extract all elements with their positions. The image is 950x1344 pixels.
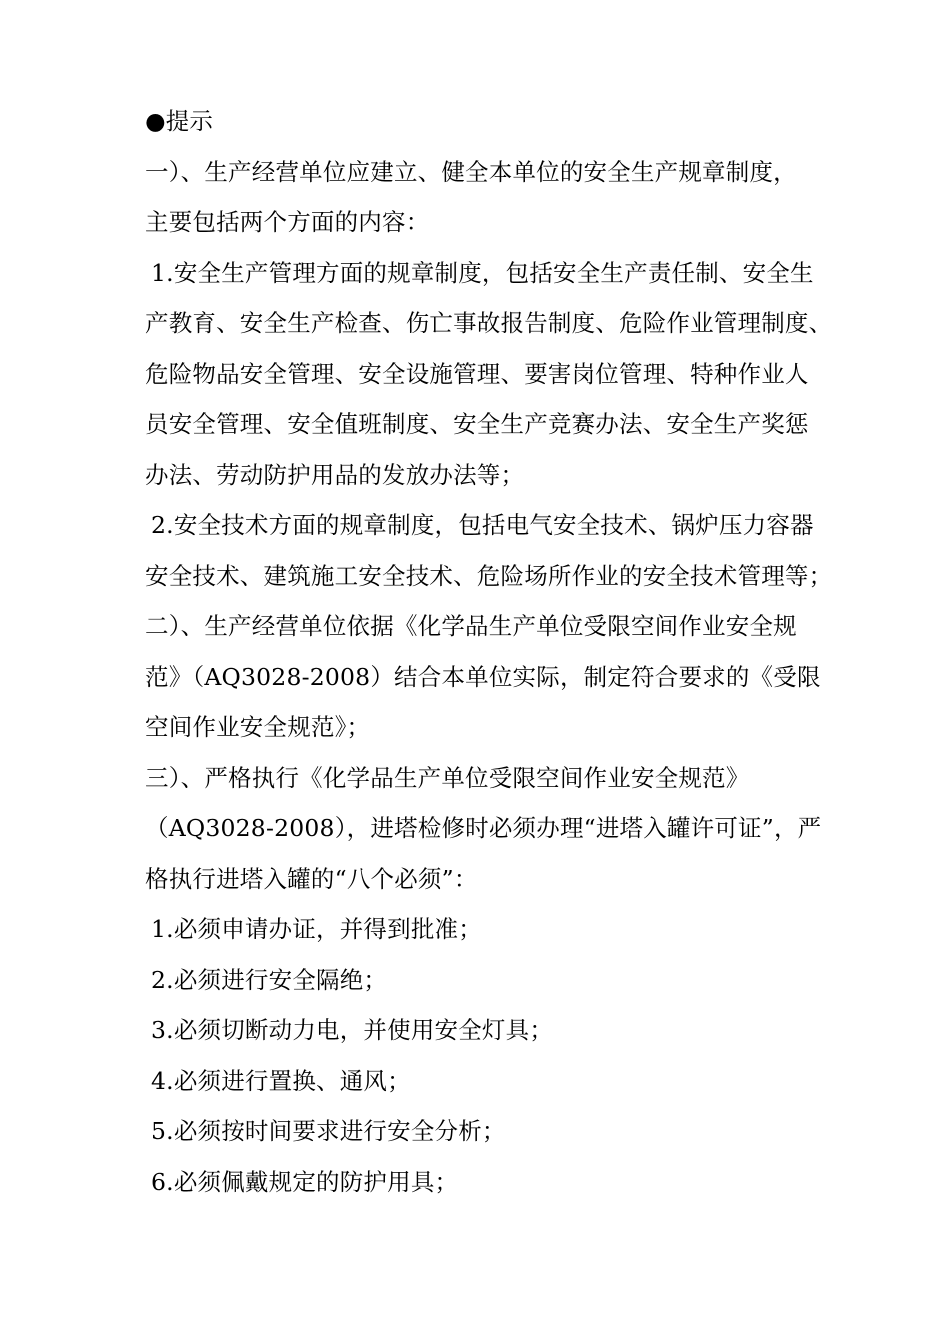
paragraph-line: 主要包括两个方面的内容： (145, 208, 430, 236)
paragraph-line: （AQ3028-2008），进塔检修时必须办理“进塔入罐许可证”，严 (145, 814, 822, 842)
paragraph-line: 空间作业安全规范》； (145, 713, 371, 741)
paragraph-line: 范》（AQ3028-2008）结合本单位实际，制定符合要求的《受限 (145, 662, 821, 691)
paragraph-line: 产教育、安全生产检查、伤亡事故报告制度、危险作业管理制度、 (145, 309, 833, 337)
list-item: 2.必须进行安全隔绝； (151, 965, 388, 994)
list-item: 6.必须佩戴规定的防护用具； (151, 1167, 459, 1196)
paragraph-line: 员安全管理、安全值班制度、安全生产竞赛办法、安全生产奖惩 (145, 410, 809, 438)
list-item: 1.安全生产管理方面的规章制度，包括安全生产责任制、安全生 (151, 258, 814, 287)
paragraph-line: 三）、严格执行《化学品生产单位受限空间作业安全规范》 (145, 763, 750, 792)
paragraph-line: 一）、生产经营单位应建立、健全本单位的安全生产规章制度， (145, 157, 797, 186)
paragraph-line: 二）、生产经营单位依据《化学品生产单位受限空间作业安全规 (145, 612, 797, 640)
list-item: 5.必须按时间要求进行安全分析； (151, 1117, 506, 1145)
list-item: 4.必须进行置换、通风； (151, 1066, 411, 1095)
list-item: 3.必须切断动力电，并使用安全灯具； (151, 1016, 554, 1044)
paragraph-line: 危险物品安全管理、安全设施管理、要害岗位管理、特种作业人 (145, 359, 809, 388)
list-item: 2.安全技术方面的规章制度，包括电气安全技术、锅炉压力容器 (151, 511, 814, 539)
paragraph-line: 安全技术、建筑施工安全技术、危险场所作业的安全技术管理等； (145, 561, 833, 590)
section-heading: ●提示 (145, 107, 214, 135)
list-item: 1.必须申请办证，并得到批准； (151, 915, 482, 943)
paragraph-line: 办法、劳动防护用品的发放办法等； (145, 460, 525, 489)
paragraph-line: 格执行进塔入罐的“八个必须”： (145, 864, 478, 893)
document-body (145, 96, 833, 1207)
